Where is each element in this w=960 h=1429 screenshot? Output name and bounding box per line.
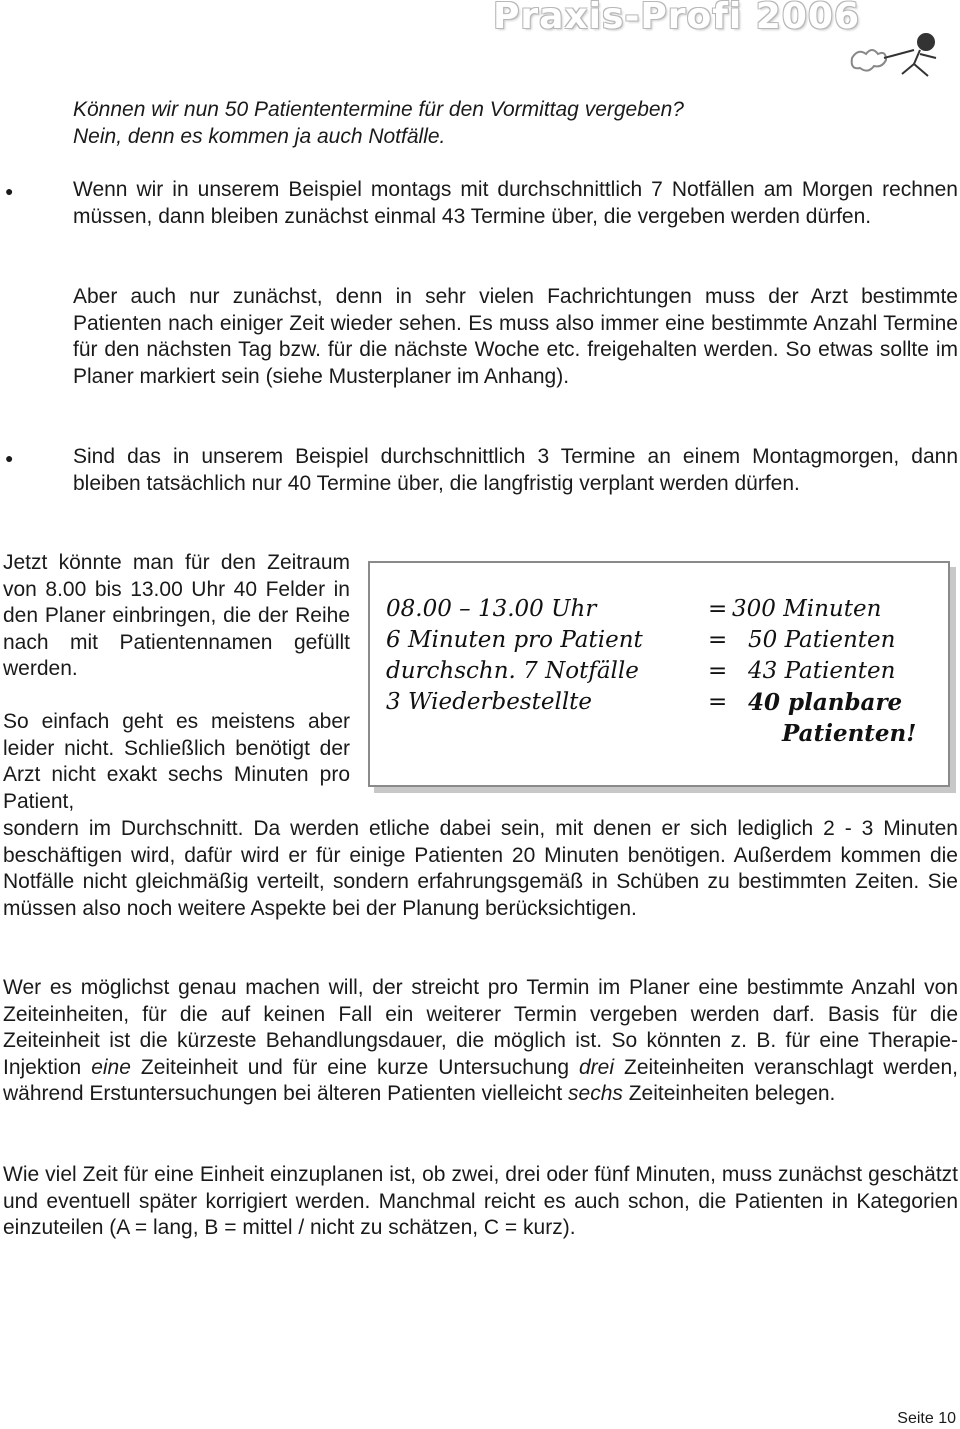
bullet-paragraph-wiederbestellte: Sind das in unserem Beispiel durchschnittlich 3 Termine an einem Montagmorgen, dann bleiben tatsächlich nur 40 Termine über, die langfristig verplant werden dürfen. [73,445,958,495]
emphasis-eine: eine [91,1055,131,1079]
page-number: Seite 10 [897,1410,956,1427]
calc-row-label: 3 Wiederbestellte [386,689,593,715]
calc-row-eq: = [708,689,728,715]
bullet-paragraph-notfaelle: Wenn wir in unserem Beispiel montags mit durchschnittlich 7 Notfällen am Morgen rechnen müssen, dann bleiben zunächst einmal 43 Termine über, die vergeben werden dürfen. [73,178,958,228]
calc-row-label: durchschn. 7 Notfälle [386,658,639,684]
paragraph-zeiteinheiten [3,975,958,1108]
calc-row-eq: = [708,627,728,653]
calc-row-label: 08.00 – 13.00 Uhr [386,596,597,622]
emphasis-sechs: sechs [568,1082,623,1106]
intro-question: Können wir nun 50 Patiententermine für den Vormittag vergeben? [73,98,684,121]
paragraph-durchschnitt: sondern im Durchschnitt. Da werden etliche dabei sein, mit denen er sich lediglich 2 - 3 Minuten beschäftigen wird, dafür wird er für einige Patienten 20 Minuten benötigen. Außerdem kommen die Notfälle nicht gleichmäßig verteilt, sondern erfahrungsgemäß in Schüben zu bestimmten Zeiten. Sie müssen also noch weitere Aspekte bei der Planung berücksichtigen. [3,817,958,920]
calc-row-value: 50 Patienten [748,627,896,653]
bullet-marker: ● [5,183,14,199]
paragraph-zeiteinheiten-text: Zeiteinheit und für eine kurze Untersuchung [130,1055,579,1079]
running-figure-icon [844,28,954,83]
intro-answer: Nein, denn es kommen ja auch Notfälle. [73,125,446,148]
calc-row-value-emphasis-cont: Patienten! [782,720,917,747]
paragraph-zeiteinheiten-text: Zeiteinheiten veranschlagt werden, während Erstuntersuchungen bei älteren Patienten vielleicht [3,1055,958,1106]
side-paragraph-einfach: So einfach geht es meistens aber leider nicht. Schließlich benötigt der Arzt nicht exakt sechs Minuten pro Patient, [3,710,350,813]
paragraph-kategorien: Wie viel Zeit für eine Einheit einzuplanen ist, ob zwei, drei oder fünf Minuten, muss zunächst geschätzt und eventuell später korrigiert werden. Manchmal reicht es auch schon, die Patienten in Kategorien einzuteilen (A = lang, B = mittel / nicht zu schätzen, C = kurz). [3,1163,958,1240]
paragraph-zeiteinheiten-text: Zeiteinheiten belegen. [622,1082,836,1106]
calc-row-eq: = [708,596,728,622]
emphasis-drei: drei [579,1055,615,1079]
calc-row-value: 300 Minuten [732,596,882,622]
calc-row-label: 6 Minuten pro Patient [386,627,643,653]
calculation-box [368,561,950,787]
calc-row-eq: = [708,658,728,684]
calc-row-value-emphasis: 40 planbare [748,689,903,716]
calc-row-value: 43 Patienten [748,658,896,684]
bullet-marker: ● [5,450,14,466]
header-logo-title: Praxis-Profi 2006 [493,0,860,37]
side-paragraph-felder: Jetzt könnte man für den Zeitraum von 8.00 bis 13.00 Uhr 40 Felder in den Planer einbringen, die der Reihe nach mit Patientennamen gefüllt werden. [3,551,350,681]
paragraph-zeiteinheiten-text: Wer es möglichst genau machen will, der streicht pro Termin im Planer eine bestimmte Anzahl von Zeiteinheiten, für die auf keinen Fall ein weiterer Termin vergeben werden darf. Basis für die Zeiteinheit ist die kürzeste Behandlungsdauer, die möglich ist. So könnten z. B. für eine Therapie-Injektion [3,976,958,1079]
paragraph-aber: Aber auch nur zunächst, denn in sehr vielen Fachrichtungen muss der Arzt bestimmte Patienten nach einiger Zeit wieder sehen. Es muss also immer eine bestimmte Anzahl Termine für den nächsten Tag bzw. für die nächste Woche etc. freigehalten werden. So etwas sollte im Planer markiert sein (siehe Musterplaner im Anhang). [73,285,958,388]
